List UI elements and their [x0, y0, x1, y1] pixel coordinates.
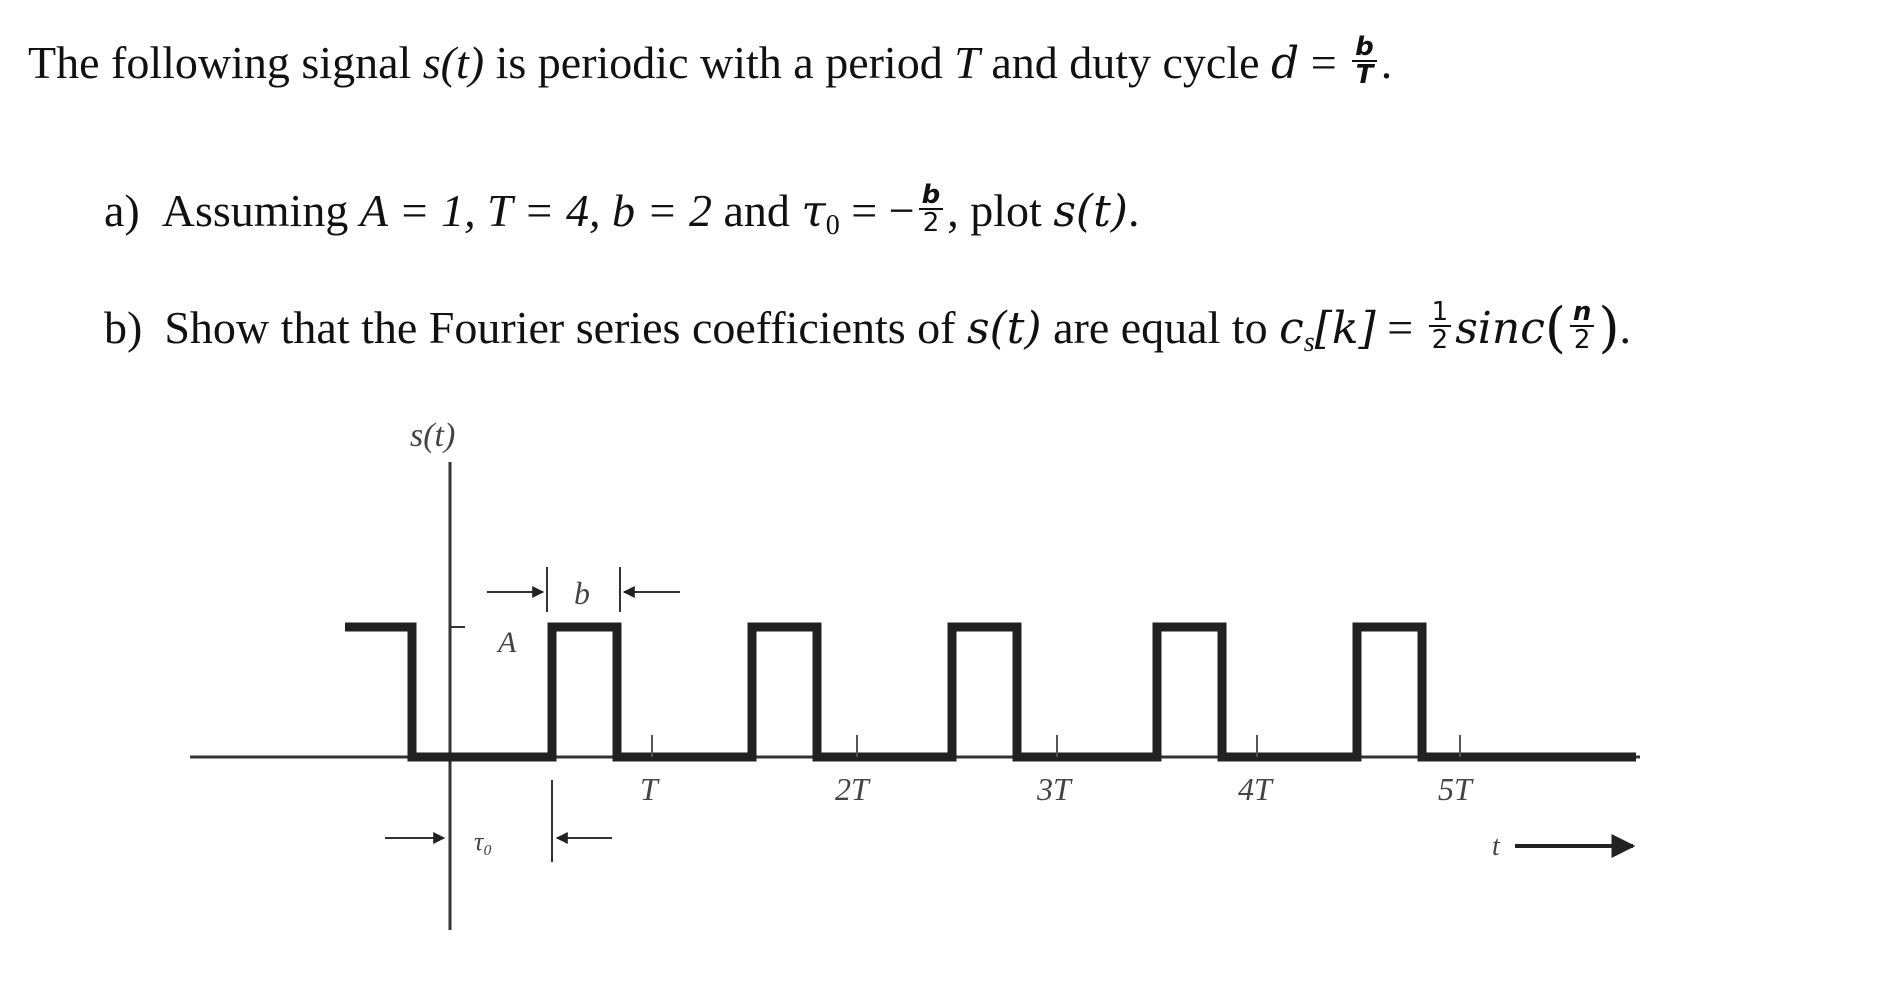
- part-a-and: and: [712, 185, 802, 236]
- period-punct: .: [1127, 185, 1140, 236]
- left-paren: (: [1544, 296, 1566, 360]
- intro-text-mid: is periodic with a period: [484, 37, 955, 88]
- fraction-numerator: b: [1355, 32, 1374, 63]
- part-b-text2: are equal to: [1041, 302, 1280, 353]
- t-label: t: [1492, 831, 1500, 862]
- signal-symbol: s(t): [1053, 186, 1128, 237]
- coefficient-symbol: c: [1279, 303, 1304, 354]
- signal-symbol: s(t): [422, 37, 485, 88]
- comma: ,: [947, 185, 959, 236]
- tick-label-5T: 5T: [1438, 771, 1472, 807]
- b-label: b: [574, 575, 590, 611]
- fraction-numerator: 1: [1431, 297, 1449, 328]
- fraction-numerator: n: [1572, 297, 1592, 328]
- coefficient-subscript: s: [1303, 327, 1315, 358]
- right-paren: ): [1598, 296, 1620, 360]
- fraction-denominator: 2: [919, 208, 944, 236]
- part-b-text: Show that the Fourier series coefficients of: [164, 302, 967, 353]
- tick-label-2T: 2T: [835, 771, 869, 807]
- amplitude-value: A = 1,: [359, 185, 488, 236]
- tick-label-T: T: [640, 771, 658, 807]
- intro-text-and: and duty cycle: [979, 37, 1272, 88]
- fraction-denominator: 2: [1429, 325, 1452, 353]
- tau-equals: = −: [839, 185, 915, 236]
- tau-label: τ₀: [474, 827, 493, 856]
- sinc-function: sinc: [1455, 303, 1545, 354]
- equals-sign: =: [1310, 37, 1337, 88]
- pulse-train: [345, 627, 1636, 757]
- coefficient-index: [k]: [1314, 303, 1376, 354]
- tau-symbol: τ: [801, 186, 826, 237]
- part-a-label: a): [104, 185, 140, 236]
- y-axis-label: s(t): [410, 417, 456, 454]
- part-b-label: b): [104, 302, 143, 353]
- tau-subscript: 0: [825, 210, 840, 241]
- plot-text: plot: [958, 185, 1054, 236]
- period-value: T = 4,: [487, 185, 612, 236]
- part-a-text: Assuming: [161, 185, 360, 236]
- tick-label-4T: 4T: [1238, 771, 1272, 807]
- period-punct: .: [1619, 302, 1632, 353]
- tick-label-3T: 3T: [1037, 771, 1071, 807]
- duty-cycle-symbol: d: [1271, 38, 1300, 89]
- A-label: A: [498, 626, 517, 659]
- fraction-denominator: T: [1352, 60, 1377, 88]
- intro-text: The following signal: [28, 37, 423, 88]
- equals-sign: =: [1375, 302, 1425, 353]
- period-symbol: T: [954, 37, 980, 88]
- period-punct: .: [1380, 37, 1393, 88]
- fraction-denominator: 2: [1570, 325, 1595, 353]
- signal-symbol: s(t): [967, 303, 1042, 354]
- width-value: b = 2: [611, 185, 712, 236]
- fraction-numerator: b: [921, 180, 941, 211]
